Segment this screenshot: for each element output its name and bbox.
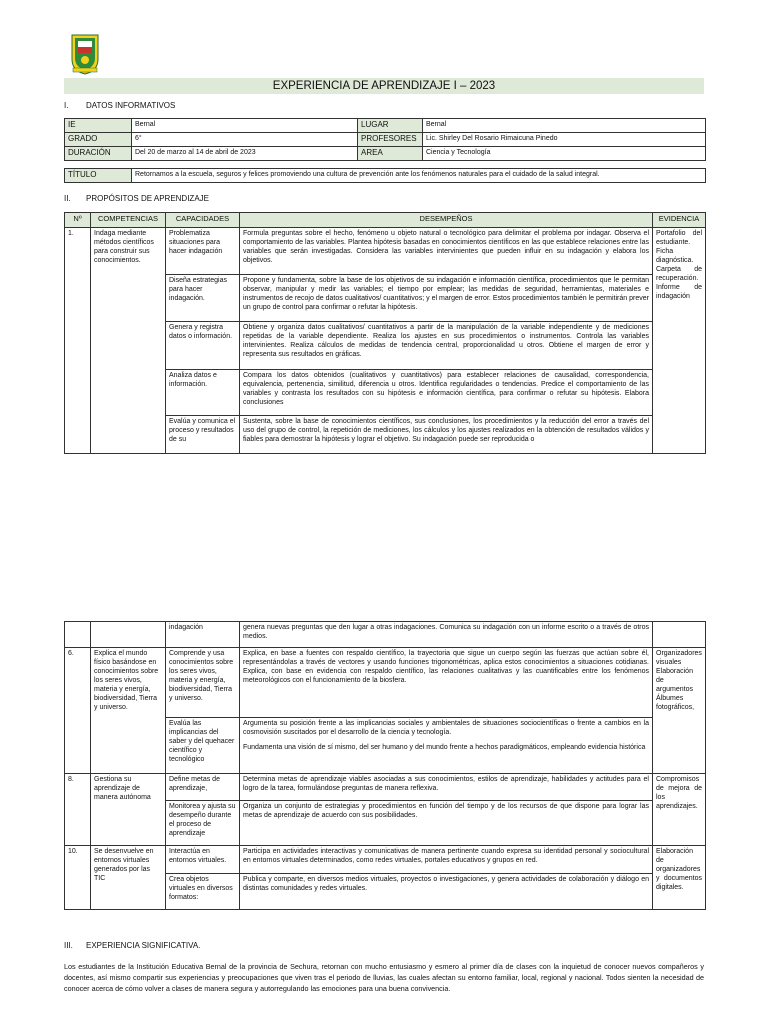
capacity-text: Evalúa y comunica el proceso y resultados de su [166,416,240,454]
performance-paragraph: Fundamenta una visión de sí mismo, del ser humano y del mundo frente a hechos paradigmáticos, empleando evidencia histórica [243,744,646,751]
header-capacidades: CAPACIDADES [166,213,240,228]
section-heading-2 [64,194,209,203]
competency-number: 10. [65,846,91,910]
header-n: Nº [65,213,91,228]
performance-text: Obtiene y organiza datos cualitativos/ cuantitativos a partir de la manipulación de la variable independiente y de mediciones repetidas de la variable dependiente. Realiza los ajustes en sus procedimientos o instrumentos. Controla las variables intervinientes. Realiza cálculos de medidas de tendencia central, proporcionalidad u otros. Obtiene el margen de error y representa sus resultados en gráficas. [240,322,653,370]
purposes-table-part2 [64,621,706,910]
grado-value: 6° [132,133,358,147]
section-label: PROPÓSITOS DE APRENDIZAJE [86,194,209,203]
table-row [65,228,706,275]
performance-paragraph: Argumenta su posición frente a las implicancias sociales y ambientales de situaciones sociocientíficas o frente a cambios en la cosmovisión suscitados por el desarrollo de la ciencia y tecnología. [243,720,649,736]
duracion-label: DURACIÓN [65,147,132,161]
competency-text: Indaga mediante métodos científicos para construir sus conocimientos. [91,228,166,454]
profesores-label: PROFESORES [358,133,423,147]
section-heading-3 [64,941,200,950]
capacity-text: Problematiza situaciones para hacer indagación [166,228,240,275]
capacity-text: Define metas de aprendizaje, [166,774,240,801]
header-evidencia: EVIDENCIA [653,213,706,228]
school-crest-logo [70,33,100,75]
performance-text: Participa en actividades interactivas y comunicativas de manera pertinente cuando expresa su identidad personal y sociocultural en entornos virtuales determinados, como redes virtuales, portales educativos y grupos en red. [240,846,653,874]
section-number: I. [64,101,69,110]
table-row [65,648,706,718]
ie-value: Bernal [132,119,358,133]
table-row [65,846,706,874]
page-title: EXPERIENCIA DE APRENDIZAJE I – 2023 [64,78,704,94]
capacity-text: Diseña estrategias para hacer indagación. [166,275,240,322]
evidence-text: Portafolio del estudiante. Ficha diagnóstica. Carpeta de recuperación. Informe de indagación [653,228,706,454]
competency-text: Se desenvuelve en entornos virtuales generados por las TIC [91,846,166,910]
performance-text: Formula preguntas sobre el hecho, fenómeno u objeto natural o tecnológico para delimitar el problema por indagar. Observa el comportamiento de las variables. Plantea hipótesis basadas en conocimientos científicos en las que establece relaciones entre las variables que serán investigadas. Considera las variables intervinientes que pueden influir en su indagación y elabora los objetivos. [240,228,653,275]
lugar-label: LUGAR [358,119,423,133]
competency-number: 8. [65,774,91,846]
titulo-label: TÍTULO [65,169,132,183]
section-number: II. [64,194,71,203]
competency-number: 6. [65,648,91,774]
lugar-value: Bernal [423,119,706,133]
performance-text: Publica y comparte, en diversos medios virtuales, proyectos o investigaciones, y genera actividades de colaboración y diálogo en distintas comunidades y redes virtuales. [240,874,653,910]
evidence-text: Compromisos de mejora de los aprendizajes. [653,774,706,846]
section-label: EXPERIENCIA SIGNIFICATIVA. [86,941,201,950]
section-number: III. [64,941,73,950]
performance-text: Organiza un conjunto de estrategias y procedimientos en función del tiempo y de los recursos de que dispone para lograr las metas de aprendizaje de acuerdo con sus posibilidades. [240,801,653,846]
ie-label: IE [65,119,132,133]
experiencia-paragraph: Los estudiantes de la Institución Educativa Bernal de la provincia de Sechura, retornan con mucho entusiasmo y esmero al primer día de clases con la inquietud de conocer nuevos compañeros y docentes, así mismo compartir sus experiencias y preocupaciones que viven tras el periodo de lluvias, las cuales afectan su entorno familiar, local, regional y nacional. Todos sienten la necesidad de conocer acerca de cómo volver a clases de manera segura y autorregulando las emociones para una buena convivencia. [64,962,704,993]
performance-text: Determina metas de aprendizaje viables asociadas a sus conocimientos, estilos de aprendizaje, habilidades y actitudes para el logro de la tarea, formulándose preguntas de manera reflexiva. [240,774,653,801]
duracion-value: Del 20 de marzo al 14 de abril de 2023 [132,147,358,161]
performance-text: Propone y fundamenta, sobre la base de los objetivos de su indagación e información científica, procedimientos que le permitan observar, manipular y medir las variables; el tiempo por emplear; las medidas de seguridad, herramientas, materiales e instrumentos de recojo de datos cualitativos/ cuantitativos; y el margen de error. Estos procedimientos también le permitirán prever un grupo de control para confirmar o refutar la hipótesis. [240,275,653,322]
performance-text: genera nuevas preguntas que den lugar a otras indagaciones. Comunica su indagación con un informe escrito o a través de otros medios. [240,622,653,648]
grado-label: GRADO [65,133,132,147]
capacity-text: Analiza datos e información. [166,370,240,416]
purposes-table-part1 [64,212,706,454]
capacity-text: Crea objetos virtuales en diversos formatos: [166,874,240,910]
capacity-text: Genera y registra datos o información. [166,322,240,370]
performance-text: Compara los datos obtenidos (cualitativos y cuantitativos) para establecer relaciones de causalidad, correspondencia, equivalencia, pertenencia, similitud, diferencia u otros. Identifica regularidades o tendencias. Predice el comportamiento de las variables y contrasta los resultados con su hipótesis e información científica, para confirmar o refutar su hipótesis. Elabora conclusiones [240,370,653,416]
titulo-value: Retornamos a la escuela, seguros y felices promoviendo una cultura de prevención ante los fenómenos naturales para el cuidado de la salud integral. [132,169,706,183]
competency-text: Gestiona su aprendizaje de manera autónoma [91,774,166,846]
area-value: Ciencia y Tecnología [423,147,706,161]
performance-text [240,718,653,774]
header-competencias: COMPETENCIAS [91,213,166,228]
info-table [64,118,706,161]
evidence-text: Organizadores visuales Elaboración de argumentos Álbumes fotográficos, [653,648,706,774]
header-desempenos: DESEMPEÑOS [240,213,653,228]
table-row [65,622,706,648]
capacity-text: Comprende y usa conocimientos sobre los seres vivos, materia y energía, biodiversidad, Tierra y universo. [166,648,240,718]
evidence-text: Elaboración de organizadores y documentos digitales. [653,846,706,910]
performance-text: Sustenta, sobre la base de conocimientos científicos, sus conclusiones, los procedimientos y la reducción del error a través del uso del grupo de control, la repetición de mediciones, los cálculos y los ajustes realizados en la obtención de resultados válidos y fiables para demostrar la hipótesis y lograr el objetivo. Su indagación puede ser reproducida o [240,416,653,454]
competency-number: 1. [65,228,91,454]
titulo-table [64,168,706,183]
table-row [65,774,706,801]
section-label: DATOS INFORMATIVOS [86,101,176,110]
performance-text: Explica, en base a fuentes con respaldo científico, la trayectoria que sigue un cuerpo según las fuerzas que actúan sobre él, representándolas a través de vectores y usando funciones trigonométricas, aplica estos conocimientos a situaciones cotidianas. Explica, con base en evidencia con respaldo científico, las relaciones cualitativas y las cuantificables entre los fenómenos meteorológicos con el funcionamiento de la biosfera. [240,648,653,718]
area-label: AREA [358,147,423,161]
capacity-text: Evalúa las implicancias del saber y del quehacer científico y tecnológico [166,718,240,774]
capacity-text: Monitorea y ajusta su desempeño durante el proceso de aprendizaje [166,801,240,846]
competency-text: Explica el mundo físico basándose en conocimientos sobre los seres vivos, materia y energía, biodiversidad, Tierra y universo. [91,648,166,774]
section-heading-1 [64,101,175,110]
capacity-text: indagación [166,622,240,648]
capacity-text: Interactúa en entornos virtuales. [166,846,240,874]
profesores-value: Lic. Shirley Del Rosario Rimaicuna Pinedo [423,133,706,147]
